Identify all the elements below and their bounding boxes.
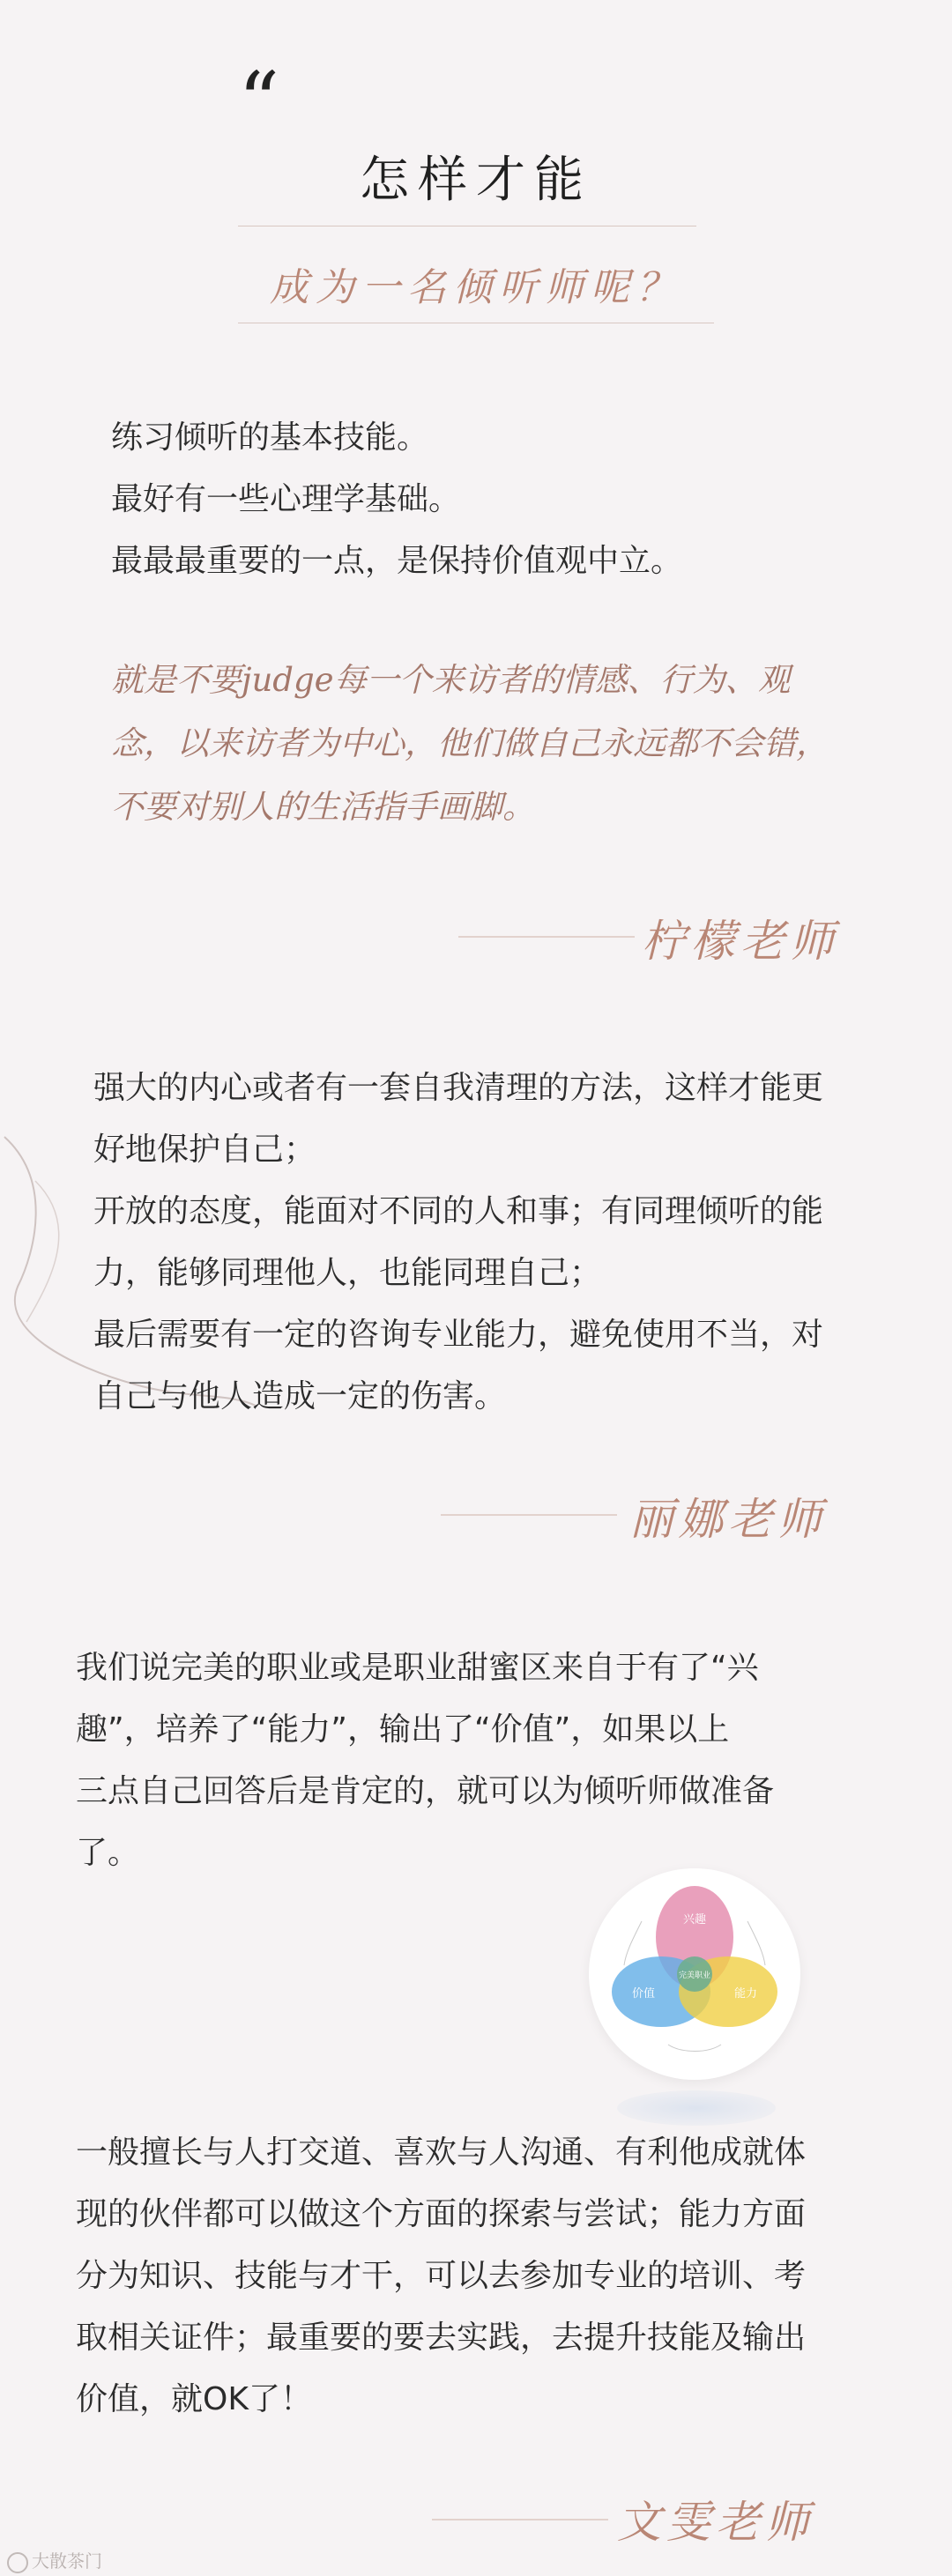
text-line: 趣”，培养了“能力”，输出了“价值”，如果以上 [76,1711,730,1748]
text-line: 三点自己回答后是肯定的，就可以为倾听师做准备 [76,1773,775,1809]
venn-label-value: 价值 [631,1987,656,2001]
page-subtitle: 成为一名倾听师呢？ [270,265,682,310]
quote-line: 念，以来访者为中心，他们做自己永远都不会错， [111,724,829,762]
watermark-icon [7,2552,28,2573]
text-line: 好地保护自己； [93,1132,316,1168]
text-line: 强大的内心或者有一套自我清理的方法，这样才能更 [93,1070,824,1106]
section1-quote [111,649,922,839]
venn-graphic [589,1868,800,2080]
page-title: 怎样才能 [360,152,592,209]
text-line: 取相关证件；最重要的要去实践，去提升技能及输出 [76,2320,807,2356]
section2-text [93,1058,887,1428]
signature-line [458,936,635,938]
text-line: 最好有一些心理学基础。 [111,481,461,517]
text-line: 现的伙伴都可以做这个方面的探索与尝试；能力方面 [76,2196,807,2232]
text-line: 价值，就OK了！ [76,2381,312,2417]
quote-line: 不要对别人的生活指手画脚。 [111,788,535,826]
venn-arrow [624,1921,642,1965]
text-line: 练习倾听的基本技能。 [111,419,429,456]
venn-reflection [617,2090,776,2126]
text-line: 力，能够同理他人，也能同理自己； [93,1255,602,1291]
text-line: 一般擅长与人打交道、喜欢与人沟通、有利他成就体 [76,2134,807,2171]
text-line: 分为知识、技能与才干，可以去参加专业的培训、考 [76,2258,807,2294]
signature-lemon: 柠檬老师 [642,916,839,967]
watermark-text: 大散茶门 [32,2550,102,2572]
venn-label-interest: 兴趣 [682,1913,707,1926]
quote-line: 就是不要judge每一个来访者的情感、行为、观 [111,661,791,699]
venn-diagram [589,1868,800,2080]
section4-text [76,2122,904,2431]
signature-lina: 丽娜老师 [629,1494,827,1545]
venn-label-center: 完美职业 [678,1971,711,1980]
venn-arrow [668,2045,721,2052]
quote-mark: “ [238,55,280,149]
section3-text [76,1637,904,1884]
venn-label-ability: 能力 [733,1987,758,2001]
section1-text [111,407,904,592]
signature-line [441,1514,617,1516]
signature-wenwen: 文雯老师 [617,2497,814,2548]
signature-line [432,2519,608,2520]
text-line: 了。 [76,1835,140,1871]
text-line: 我们说完美的职业或是职业甜蜜区来自于有了“兴 [76,1650,759,1686]
text-line: 最后需要有一定的咨询专业能力，避免使用不当，对 [93,1317,824,1353]
venn-arrow [747,1921,765,1965]
watermark [7,2547,102,2573]
text-line: 最最最重要的一点，是保持价值观中立。 [111,543,683,579]
text-line: 开放的态度，能面对不同的人和事；有同理倾听的能 [93,1193,824,1229]
text-line: 自己与他人造成一定的伤害。 [93,1378,507,1414]
